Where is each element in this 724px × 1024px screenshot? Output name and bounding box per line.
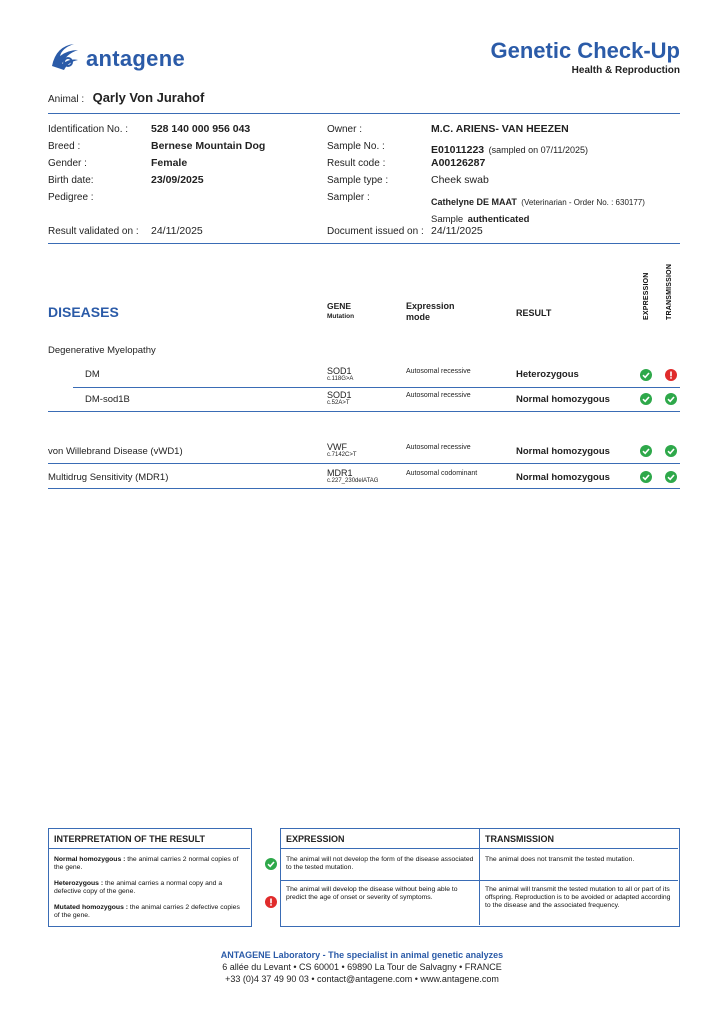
sample-no-line <box>431 140 588 158</box>
row-mutation: c.52A>T <box>327 400 350 406</box>
expression-col-header: EXPRESSION <box>643 272 650 320</box>
logo-text: antagene <box>86 46 185 71</box>
animal-name: Qarly Von Jurahof <box>92 90 205 105</box>
check-icon <box>640 393 652 405</box>
row-divider <box>281 880 678 881</box>
breed-label: Breed : <box>48 141 81 152</box>
expression-ok-text: The animal will not develop the form of the disease associated to the tested mutation. <box>286 856 474 871</box>
check-icon <box>640 369 652 381</box>
id-value: 528 140 000 956 043 <box>151 123 251 135</box>
validated-value: 24/11/2025 <box>151 225 203 237</box>
divider-top <box>48 113 680 114</box>
expression-title: EXPRESSION <box>286 834 345 844</box>
interp-term: Heterozygous : <box>54 880 104 887</box>
row-name: DM <box>85 369 100 380</box>
transmission-col-header: TRANSMISSION <box>666 263 673 320</box>
transmission-ok-text: The animal does not transmit the tested mutation. <box>485 856 635 863</box>
section-title: DISEASES <box>48 304 119 320</box>
interp-normal <box>54 856 244 872</box>
expression-mode-header-2: mode <box>406 312 431 322</box>
warning-icon <box>665 369 677 381</box>
id-label: Identification No. : <box>48 124 129 135</box>
interp-term: Normal homozygous : <box>54 856 126 863</box>
row-mode: Autosomal codominant <box>406 470 478 477</box>
gender-value: Female <box>151 157 188 169</box>
birthdate-value: 23/09/2025 <box>151 174 204 186</box>
issued-label: Document issued on : <box>327 226 424 237</box>
row-mutation: c.118G>A <box>327 376 354 382</box>
mutation-header: Mutation <box>327 313 355 320</box>
sample-no-note: (sampled on 07/11/2025) <box>488 145 589 155</box>
sample-no-value: E01011223 <box>431 144 485 156</box>
group-title: Degenerative Myelopathy <box>48 345 156 356</box>
row-gene: VWF <box>327 442 347 452</box>
result-code-value: A00126287 <box>431 157 486 169</box>
authenticated-prefix: Sample <box>431 214 464 225</box>
row-mutation: c.227_230delATAG <box>327 478 379 484</box>
row-name: DM-sod1B <box>85 394 130 405</box>
sample-no-label: Sample No. : <box>327 141 385 152</box>
row-name: von Willebrand Disease (vWD1) <box>48 446 183 457</box>
expression-mode-header-1: Expression <box>406 301 455 311</box>
expression-warn-text: The animal will develop the disease without being able to predict the age of onset or severity of symptoms. <box>286 886 458 901</box>
authenticated-value: authenticated <box>467 214 530 225</box>
interp-term: Mutated homozygous : <box>54 904 129 911</box>
footer <box>0 950 724 984</box>
result-code-label: Result code : <box>327 158 386 169</box>
row-divider <box>48 463 680 464</box>
interp-text: the animal carries 2 normal copies of the gene. <box>54 856 239 871</box>
interp-hetero <box>54 880 244 896</box>
transmission-title: TRANSMISSION <box>485 834 555 844</box>
row-name: Multidrug Sensitivity (MDR1) <box>48 472 169 483</box>
gender-label: Gender : <box>48 158 87 169</box>
interpretation-title: INTERPRETATION OF THE RESULT <box>54 834 205 844</box>
owner-value: M.C. ARIENS- VAN HEEZEN <box>431 123 569 135</box>
check-icon <box>665 393 677 405</box>
footer-line-2: 6 allée du Levant • CS 60001 • 69890 La Tour de Salvagny • FRANCE <box>222 962 502 972</box>
footer-line-3: +33 (0)4 37 49 90 03 • contact@antagene.com • www.antagene.com <box>225 974 499 984</box>
logo <box>48 40 208 76</box>
sample-type-label: Sample type : <box>327 175 389 186</box>
interp-text: the animal carries a normal copy and a defective copy of the gene. <box>54 880 223 895</box>
row-divider <box>73 387 680 388</box>
interp-mutated <box>54 904 244 920</box>
pedigree-label: Pedigree : <box>48 192 94 203</box>
row-mutation: c.7142C>T <box>327 452 357 458</box>
row-gene: MDR1 <box>327 468 353 478</box>
row-gene: SOD1 <box>327 366 352 376</box>
interpretation-divider <box>49 848 250 849</box>
sampler-value: Cathelyne DE MAAT <box>431 197 517 207</box>
sample-type-value: Cheek swab <box>431 174 489 186</box>
transmission-warn-text: The animal will transmit the tested mutation to all or part of its offspring. Reproduction is to be avoided or adapted according to the disease and the associated frequency. <box>485 886 671 909</box>
document-title: Genetic Check-Up <box>490 38 680 63</box>
check-icon <box>640 471 652 483</box>
row-mode: Autosomal recessive <box>406 444 471 451</box>
check-icon <box>665 471 677 483</box>
document-subtitle: Health & Reproduction <box>571 65 680 76</box>
row-gene: SOD1 <box>327 390 352 400</box>
gene-header: GENE <box>327 301 352 311</box>
expression-transmission-box <box>280 828 680 927</box>
result-header: RESULT <box>516 308 552 318</box>
owner-label: Owner : <box>327 124 363 135</box>
sampler-label: Sampler : <box>327 192 370 203</box>
issued-value: 24/11/2025 <box>431 225 483 237</box>
check-icon <box>640 445 652 457</box>
interp-text: the animal carries 2 defective copies of the gene. <box>54 904 240 919</box>
animal-line <box>48 89 204 107</box>
row-result: Normal homozygous <box>516 446 610 457</box>
row-result: Heterozygous <box>516 369 579 380</box>
interpretation-box <box>48 828 252 927</box>
row-result: Normal homozygous <box>516 394 610 405</box>
row-mode: Autosomal recessive <box>406 368 471 375</box>
column-divider <box>479 829 480 925</box>
validated-label: Result validated on : <box>48 226 139 237</box>
divider-info <box>48 243 680 244</box>
sampler-note: (Veterinarian - Order No. : 630177) <box>521 198 645 207</box>
row-result: Normal homozygous <box>516 472 610 483</box>
check-icon <box>665 445 677 457</box>
group-divider <box>48 411 680 412</box>
footer-line-1: ANTAGENE Laboratory - The specialist in animal genetic analyzes <box>220 950 504 960</box>
breed-value: Bernese Mountain Dog <box>151 140 266 152</box>
row-mode: Autosomal recessive <box>406 392 471 399</box>
header-divider <box>281 848 678 849</box>
warning-icon <box>265 896 277 908</box>
sampler-line <box>431 192 645 210</box>
antagene-logo-icon <box>48 40 82 74</box>
animal-label: Animal : <box>48 94 85 105</box>
birthdate-label: Birth date: <box>48 175 94 186</box>
table-bottom-divider <box>48 488 680 489</box>
check-icon <box>265 858 277 870</box>
